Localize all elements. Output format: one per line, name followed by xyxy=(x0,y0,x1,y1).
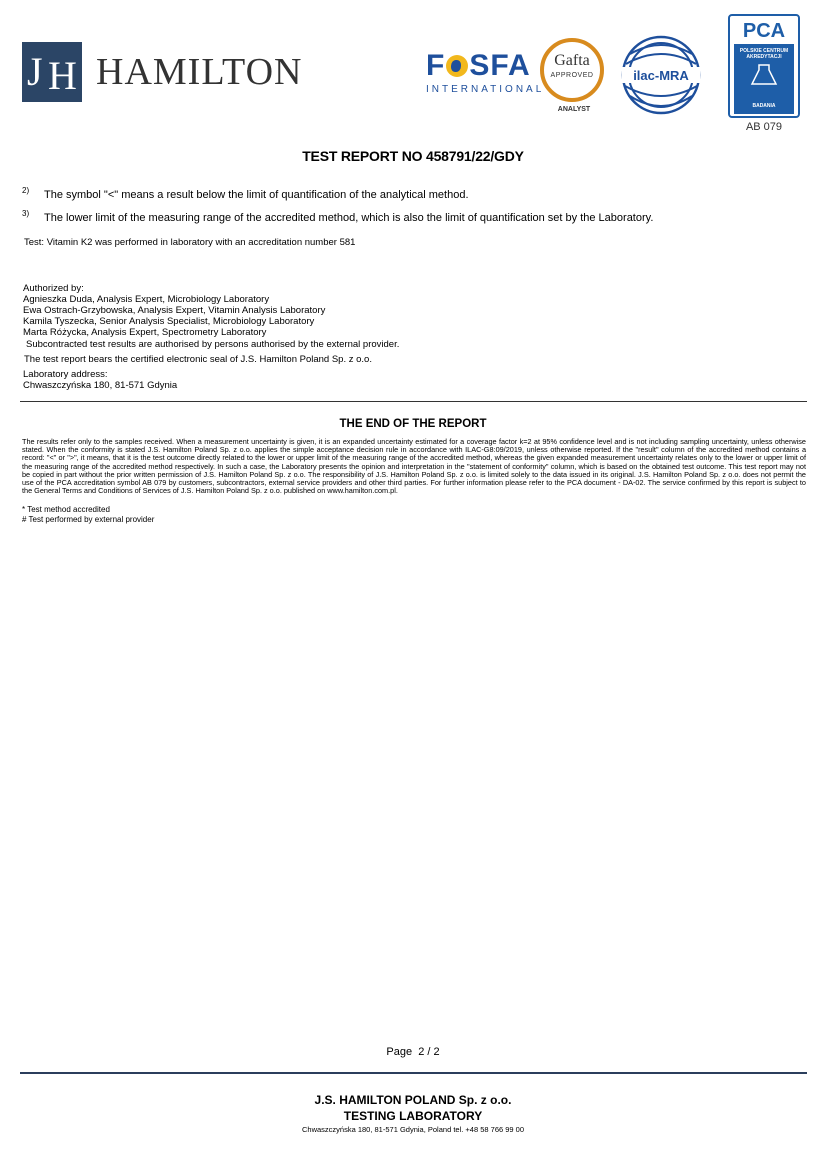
fosfa-subtitle: INTERNATIONAL xyxy=(426,84,545,95)
footnote-mark: 2) xyxy=(22,186,30,195)
pca-subtitle: POLSKIE CENTRUM AKREDYTACJI xyxy=(739,48,789,60)
lab-address: Chwaszczyńska 180, 81-571 Gdynia xyxy=(23,380,178,391)
footnote-text: The lower limit of the measuring range of the accredited method, which is also the limit of quantification set by the Laboratory. xyxy=(44,212,654,224)
wheat-wreath-icon xyxy=(540,38,604,102)
electronic-seal-note: The test report bears the certified electronic seal of J.S. Hamilton Poland Sp. z o.o. xyxy=(24,354,372,365)
pca-badania: BADANIA xyxy=(752,103,776,109)
pca-wordmark: PCA xyxy=(742,20,786,42)
footer-address: Chwaszczyńska 180, 81-571 Gdynia, Poland tel. +48 58 766 99 00 xyxy=(301,1125,525,1134)
gafta-analyst: ANALYST xyxy=(557,106,591,113)
authorized-person: Marta Różycka, Analysis Expert, Spectrometry Laboratory xyxy=(23,327,267,338)
gafta-logo xyxy=(540,38,608,118)
footnote-text: The symbol "<" means a result below the limit of quantification of the analytical method. xyxy=(44,189,469,201)
test-accreditation-line: Test: Vitamin K2 was performed in laboratory with an accreditation number 581 xyxy=(24,237,356,248)
subcontracted-note: Subcontracted test results are authorised by persons authorised by the external provider. xyxy=(26,339,400,350)
globe-icon xyxy=(446,55,468,77)
legend-accredited: * Test method accredited xyxy=(22,505,110,514)
hamilton-monogram-icon: J H xyxy=(22,42,82,102)
disclaimer-text: The results refer only to the samples received. When a measurement uncertainty is given, it is an expanded uncertainty estimated for a coverage factor k=2 at 95% confidence level and is not including sampling uncertainty, unless otherwise stated. When the conformity is stated J.S. Hamilton Poland Sp. z o.o. applies the simple acceptance decision rule in accordance with ILAC-G8:09/2019, unless otherwise reported. If the "result" column of the accredited method contains a record: "<" or ">", it means, that it is the test outcome directly related to the lower or upper limit of the measuring range of the accredited method, whereas the given expanded measurement uncertainty relates only to the lower or upper limit of the measuring range of the accredited method respectively. In such a case, the Laboratory presents the opinion and interpretation in the "statement of conformity" column, which is based on the obtained test outcome. This test report may not be copied in part without the prior written permission of J.S. Hamilton Poland Sp. z o.o. The responsibility of J.S. Hamilton Poland Sp. z o.o. is limited solely to the data issued in its original. J.S. Hamilton Poland Sp. z o.o. does not permit the use of the PCA accreditation symbol AB 079 by customers, subcontractors, external service providers and other third parties. For further information please refer to the PCA document - DA-02. The service confirmed by this report is subject to the General Terms and Conditions of Services of J.S. Hamilton Poland Sp. z o.o. published on www.hamilton.com.pl. xyxy=(22,437,806,496)
authorized-heading: Authorized by: xyxy=(23,283,84,294)
footer-company: J.S. HAMILTON POLAND Sp. z o.o. xyxy=(314,1093,512,1107)
gafta-approved: APPROVED xyxy=(550,72,594,79)
authorized-person: Kamila Tyszecka, Senior Analysis Specialist, Microbiology Laboratory xyxy=(23,316,315,327)
legend-external: # Test performed by external provider xyxy=(22,515,155,524)
lab-address-heading: Laboratory address: xyxy=(23,369,108,380)
fosfa-wordmark: F SFA xyxy=(426,49,531,82)
ilac-globe-icon xyxy=(620,34,702,116)
footnote-mark: 3) xyxy=(22,209,30,218)
fosfa-logo xyxy=(426,49,545,96)
flask-icon xyxy=(734,60,794,90)
pca-accreditation-number: AB 079 xyxy=(745,121,783,133)
divider xyxy=(20,401,807,402)
hamilton-wordmark: HAMILTON xyxy=(96,51,303,93)
footer-divider xyxy=(20,1072,807,1074)
footer-lab: TESTING LABORATORY xyxy=(343,1109,483,1123)
page-number: Page 2 / 2 xyxy=(386,1046,440,1058)
report-title: TEST REPORT NO 458791/22/GDY xyxy=(302,148,524,164)
ilac-mra-logo xyxy=(620,34,702,116)
gafta-wordmark: Gafta xyxy=(554,52,590,69)
ilac-wordmark: ilac-MRA xyxy=(633,68,689,83)
end-of-report-title: THE END OF THE REPORT xyxy=(339,418,487,430)
hamilton-logo xyxy=(22,42,332,104)
authorized-person: Agnieszka Duda, Analysis Expert, Microbiology Laboratory xyxy=(23,294,270,305)
authorized-person: Ewa Ostrach-Grzybowska, Analysis Expert, Vitamin Analysis Laboratory xyxy=(23,305,326,316)
pca-logo xyxy=(728,14,800,134)
